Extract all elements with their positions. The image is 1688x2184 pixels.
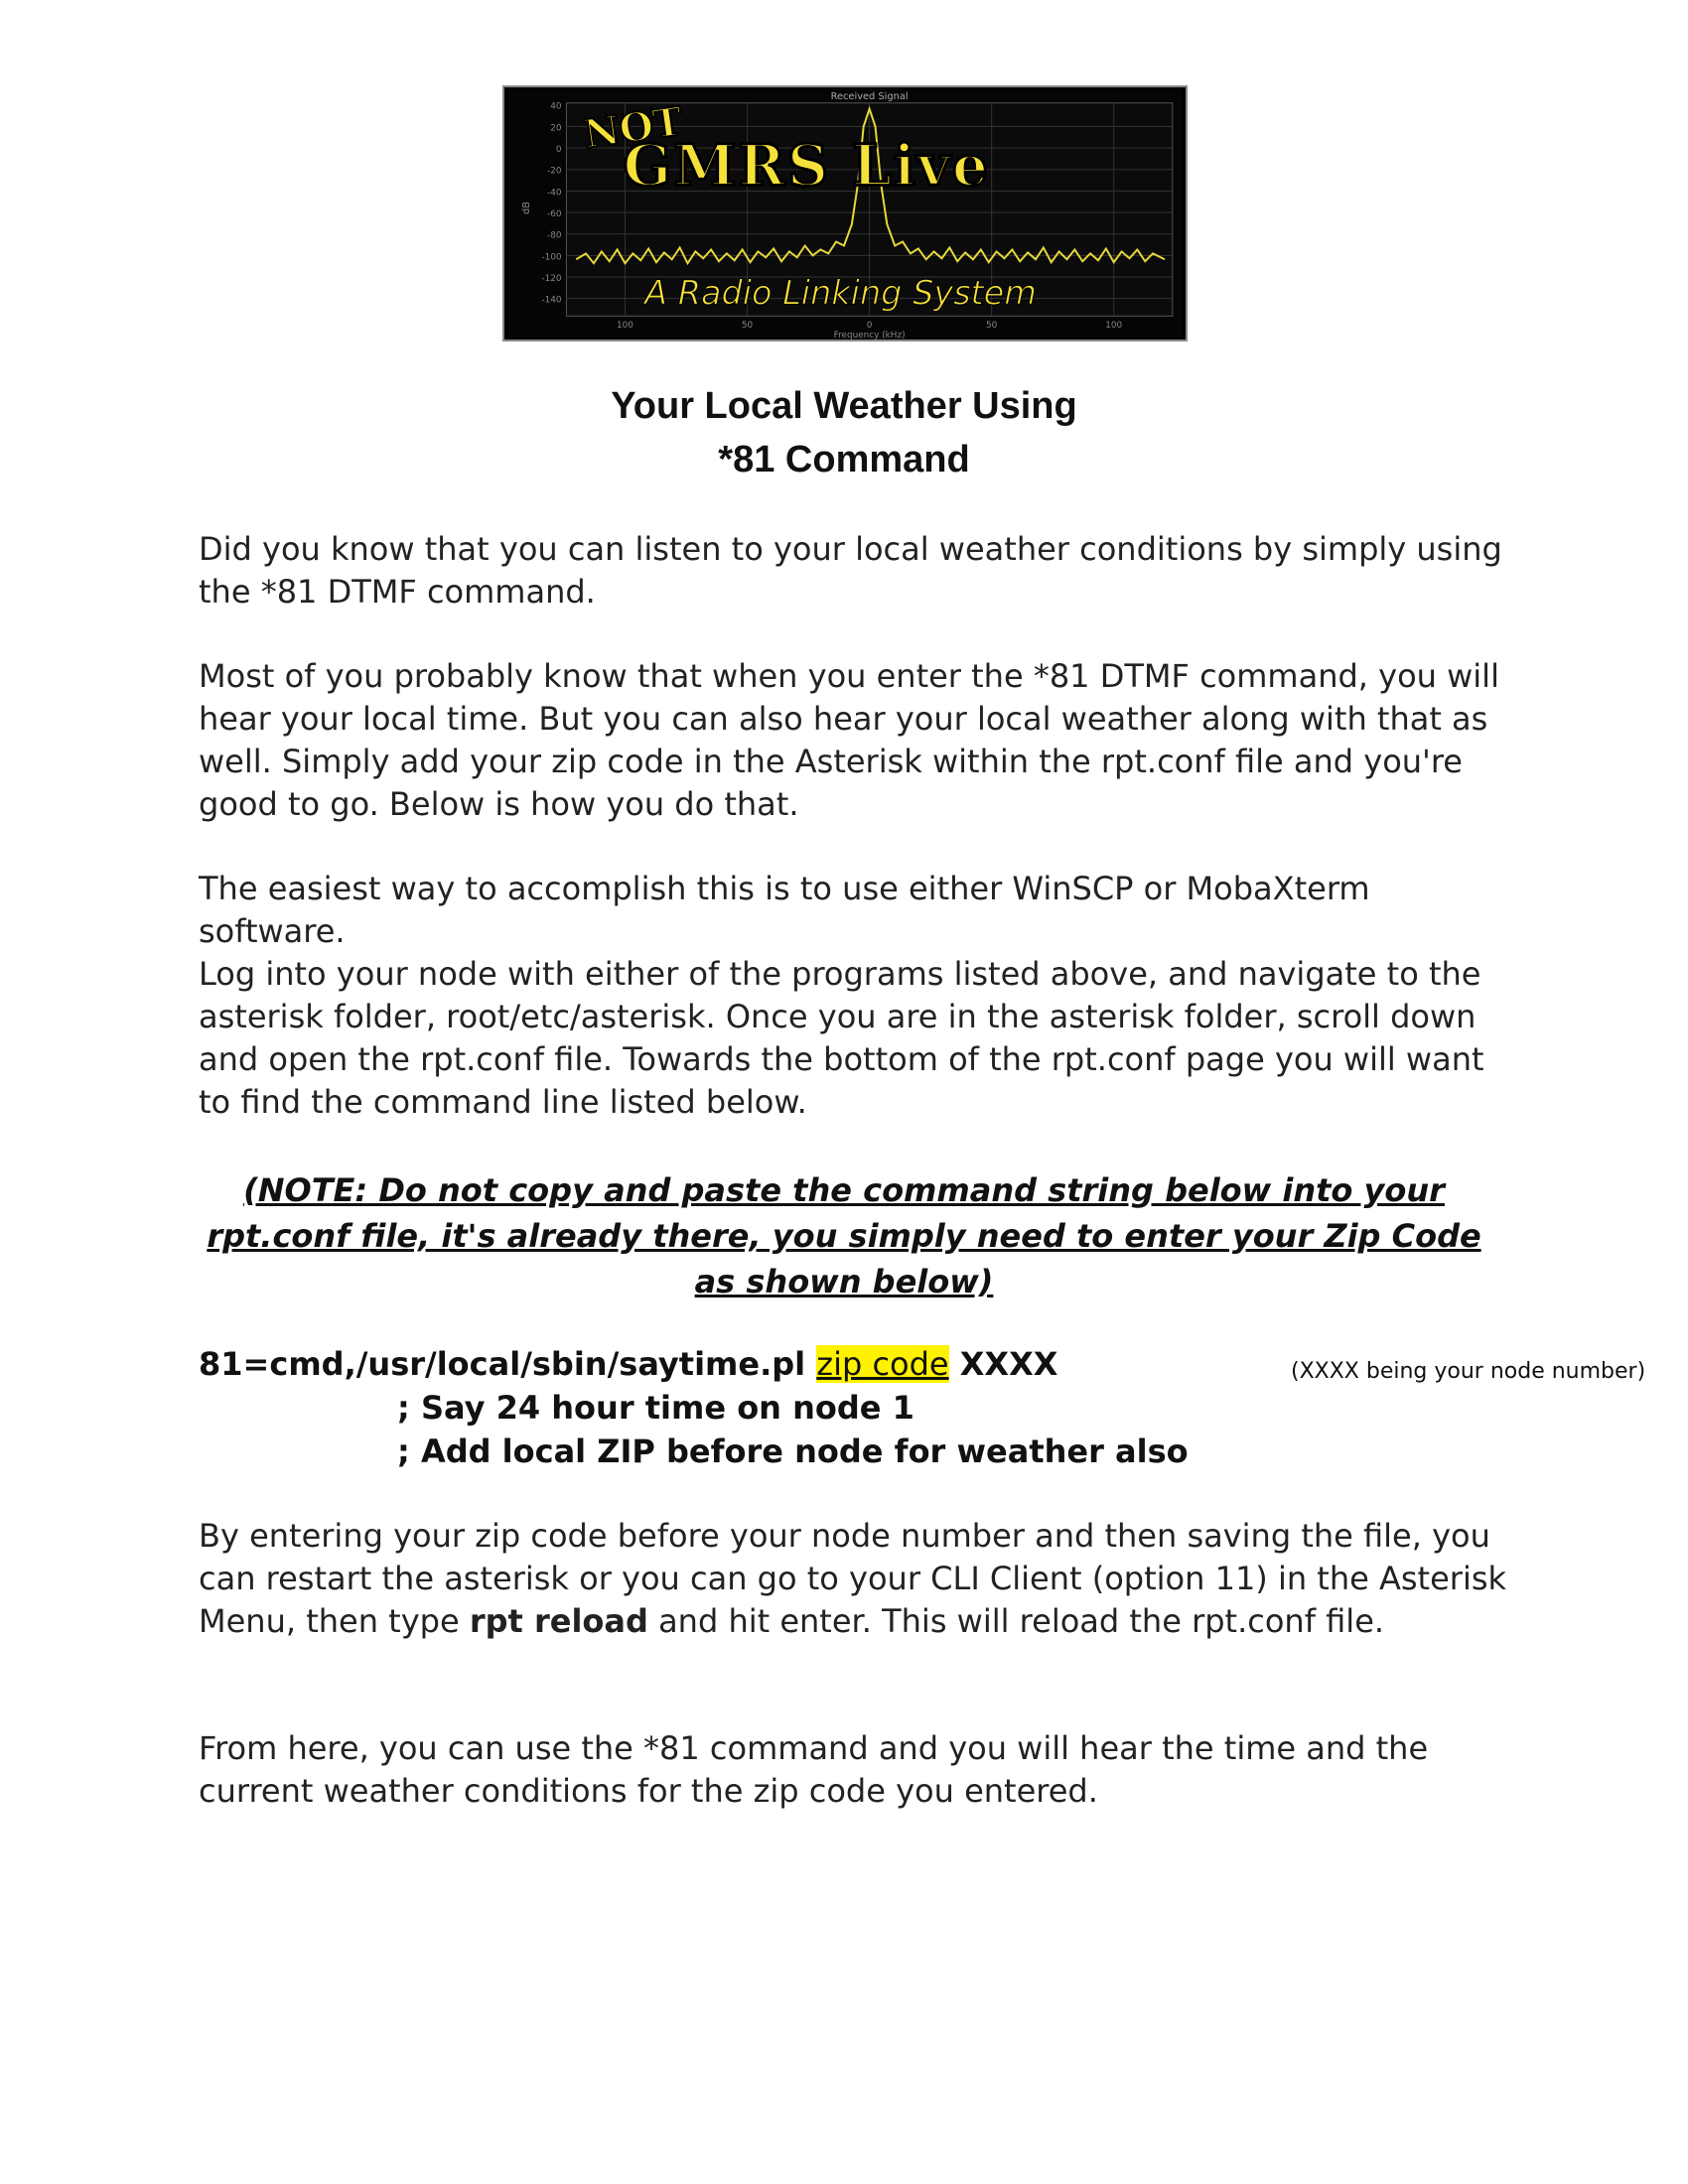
logo-ytick: -120 bbox=[541, 273, 562, 284]
command-suffix: XXXX bbox=[948, 1345, 1058, 1383]
logo-chart-title: Received Signal bbox=[830, 90, 909, 102]
logo-y-unit: dB bbox=[521, 202, 533, 214]
logo-xtick: 50 bbox=[986, 321, 998, 332]
paragraph-navigate: Log into your node with either of the programs listed above, and navigate to the asterisk folder, root/etc/asterisk. Once you are in the asterisk folder, scroll down and open the rpt.conf file. Towards the bottom of the rpt.conf page you will want to find the command line listed below. bbox=[199, 955, 1484, 1121]
logo-xtick: 100 bbox=[1105, 321, 1123, 332]
command-line bbox=[199, 1342, 1646, 1386]
command-comment-1: ; Say 24 hour time on node 1 bbox=[397, 1389, 914, 1427]
logo-ytick: 40 bbox=[550, 101, 562, 112]
logo-xtick: 0 bbox=[866, 321, 873, 332]
logo-ytick: -80 bbox=[547, 230, 562, 241]
command-prefix: 81=cmd,/usr/local/sbin/saytime.pl bbox=[199, 1345, 817, 1383]
zip-code-highlight: zip code bbox=[816, 1345, 949, 1383]
reload-text-before: By entering your zip code before your node number and then saving the file, you can restart the asterisk or you can go to your CLI Client (option 11) in the Asterisk Menu, then type bbox=[199, 1517, 1507, 1640]
logo-ytick: -40 bbox=[547, 188, 562, 199]
logo-tagline: A Radio Linking System bbox=[644, 273, 1037, 313]
paragraph-intro: Did you know that you can listen to your local weather conditions by simply using the *81 DTMF command. bbox=[199, 530, 1502, 611]
reload-command: rpt reload bbox=[469, 1602, 648, 1640]
page-title-line1: Your Local Weather Using bbox=[611, 385, 1077, 427]
logo-ytick: -140 bbox=[541, 295, 562, 306]
paragraph-software: The easiest way to accomplish this is to use either WinSCP or MobaXterm software. bbox=[199, 870, 1370, 950]
logo-not-text: NOT bbox=[581, 98, 686, 158]
page-title-line2: *81 Command bbox=[718, 439, 970, 480]
logo-x-label: Frequency (kHz) bbox=[833, 331, 906, 340]
command-aside: (XXXX being your node number) bbox=[1291, 1359, 1646, 1384]
logo-ytick: -20 bbox=[547, 166, 562, 177]
logo-ytick: 20 bbox=[550, 123, 562, 134]
logo-graphic bbox=[504, 87, 1186, 340]
logo-xtick: 100 bbox=[617, 321, 633, 332]
command-comment-2: ; Add local ZIP before node for weather also bbox=[397, 1433, 1189, 1470]
logo-image bbox=[502, 85, 1188, 341]
paragraph-reload bbox=[199, 1515, 1509, 1643]
logo-ytick: -60 bbox=[547, 208, 562, 219]
reload-text-after: and hit enter. This will reload the rpt.conf file. bbox=[647, 1602, 1385, 1640]
note-warning: (NOTE: Do not copy and paste the command string below into your rpt.conf file, it's already there, you simply need to enter your Zip Code as shown below) bbox=[207, 1171, 1481, 1300]
paragraph-time: Most of you probably know that when you enter the *81 DTMF command, you will hear your local time. But you can also hear your local weather along with that as well. Simply add your zip code in the Asterisk within the rpt.conf file and you're good to go. Below is how you do that. bbox=[199, 657, 1499, 823]
logo-ytick: 0 bbox=[555, 144, 562, 155]
logo-brand: GMRS Live bbox=[623, 132, 991, 200]
logo-ytick: -100 bbox=[541, 252, 562, 263]
paragraph-conclusion: From here, you can use the *81 command and you will hear the time and the current weather conditions for the zip code you entered. bbox=[199, 1729, 1429, 1810]
logo-xtick: 50 bbox=[741, 321, 754, 332]
